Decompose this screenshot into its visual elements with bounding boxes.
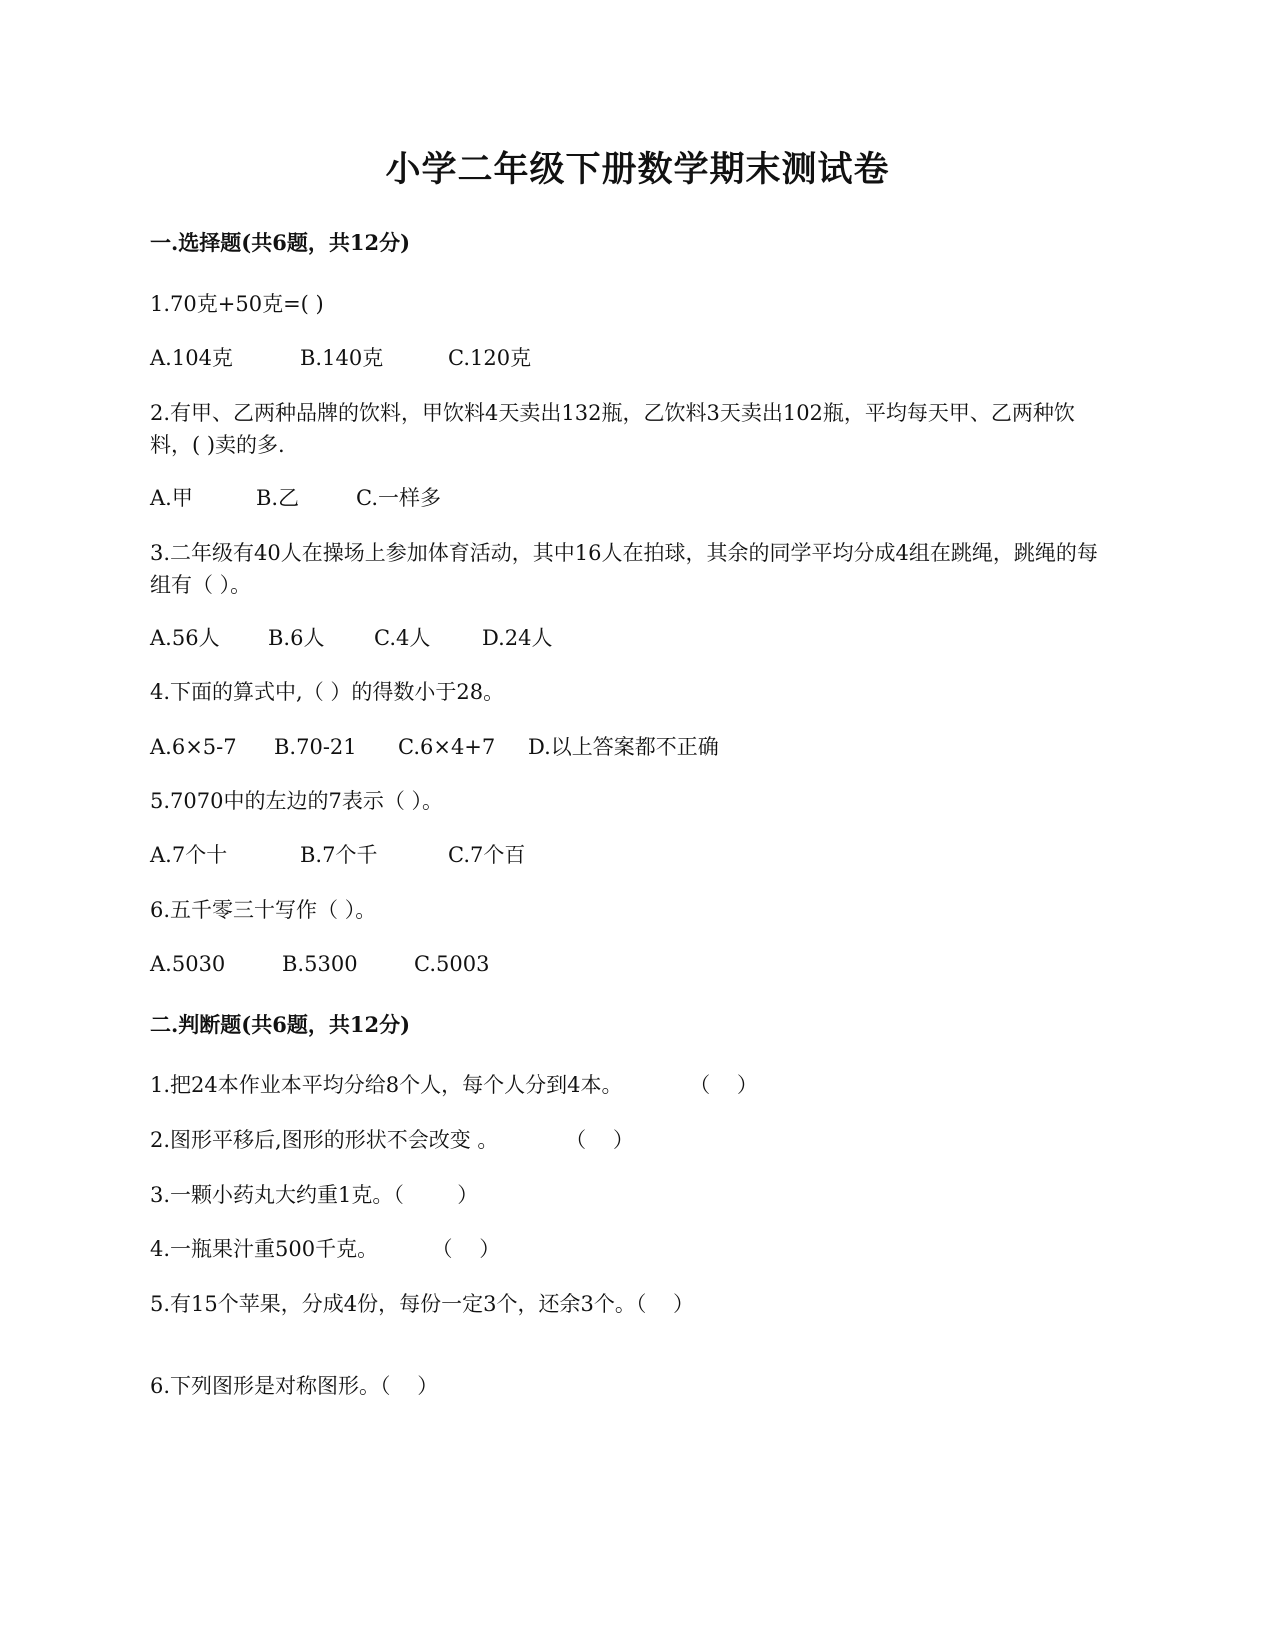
judge-question-2: 2.图形平移后,图形的形状不会改变 。 （ ） xyxy=(150,1128,634,1152)
option-b: B.70-21 xyxy=(274,735,357,759)
question-1-1: 1.70克+50克=( ) xyxy=(150,292,324,316)
judge-question-3: 3.一颗小药丸大约重1克。（ ） xyxy=(150,1183,479,1207)
options-1-3 xyxy=(150,622,553,654)
option-a: A.104克 xyxy=(150,346,233,370)
option-a: A.56人 xyxy=(150,626,220,650)
option-c: C.7个百 xyxy=(448,843,526,867)
option-b: B.乙 xyxy=(256,486,300,510)
option-b: B.140克 xyxy=(300,346,384,370)
options-1-6 xyxy=(150,948,489,980)
option-b: B.7个千 xyxy=(300,843,378,867)
section-heading-choice: 一.选择题(共6题，共12分) xyxy=(150,230,411,255)
option-b: B.5300 xyxy=(282,952,358,976)
question-1-6: 6.五千零三十写作（ ）。 xyxy=(150,898,377,922)
option-c: C.一样多 xyxy=(356,486,441,510)
judge-question-1: 1.把24本作业本平均分给8个人，每个人分到4本。 （ ） xyxy=(150,1073,758,1097)
page-title: 小学二年级下册数学期末测试卷 xyxy=(385,149,890,190)
judge-question-4: 4.一瓶果汁重500千克。 （ ） xyxy=(150,1237,501,1261)
options-1-5 xyxy=(150,839,525,871)
judge-question-5: 5.有15个苹果，分成4份，每份一定3个，还余3个。（ ） xyxy=(150,1292,695,1316)
options-1-2 xyxy=(150,482,441,514)
section-heading-judge: 二.判断题(共6题，共12分) xyxy=(150,1012,411,1037)
question-1-2: 2.有甲、乙两种品牌的饮料，甲饮料4天卖出132瓶，乙饮料3天卖出102瓶，平均每天甲、乙两种饮料，( )卖的多. xyxy=(150,401,1075,457)
options-1-4 xyxy=(150,731,719,763)
option-a: A.7个十 xyxy=(150,843,228,867)
question-1-3: 3.二年级有40人在操场上参加体育活动，其中16人在拍球，其余的同学平均分成4组在跳绳，跳绳的每组有（ ）。 xyxy=(150,541,1098,597)
options-1-1 xyxy=(150,342,531,374)
option-a: A.5030 xyxy=(150,952,226,976)
option-b: B.6人 xyxy=(268,626,325,650)
option-c: C.6×4+7 xyxy=(398,735,496,759)
question-1-4: 4.下面的算式中,（ ）的得数小于28。 xyxy=(150,680,505,704)
option-c: C.120克 xyxy=(448,346,532,370)
option-a: A.6×5-7 xyxy=(150,735,237,759)
option-a: A.甲 xyxy=(150,486,193,510)
option-c: C.4人 xyxy=(374,626,431,650)
option-c: C.5003 xyxy=(414,952,490,976)
judge-question-6: 6.下列图形是对称图形。（ ） xyxy=(150,1374,439,1398)
question-1-5: 5.7070中的左边的7表示（ ）。 xyxy=(150,789,444,813)
option-d: D.24人 xyxy=(482,626,553,650)
option-d: D.以上答案都不正确 xyxy=(528,735,719,759)
